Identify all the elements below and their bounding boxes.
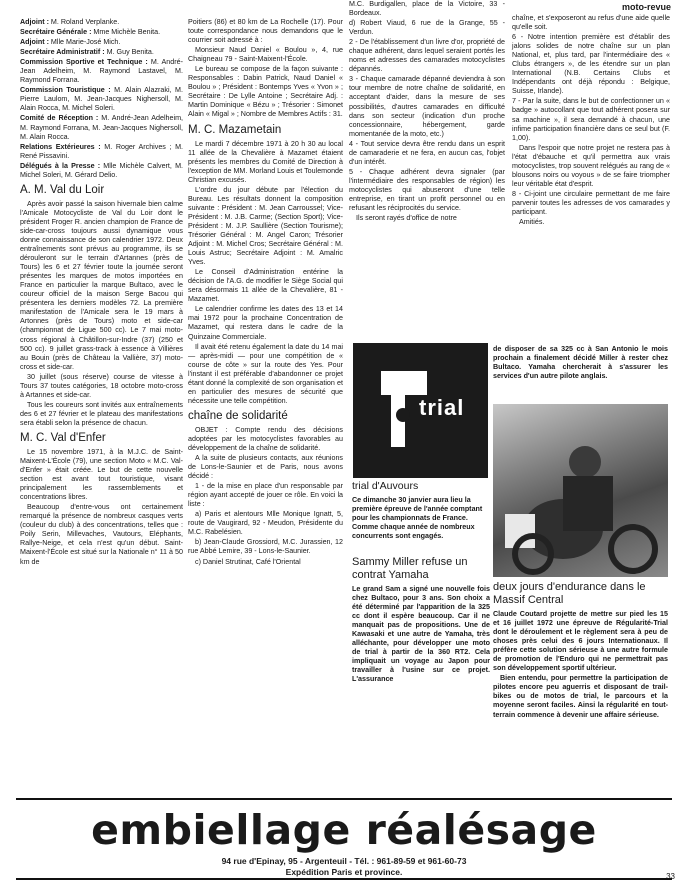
paragraph: 30 juillet (sous réserve) course de vitesse à Tours 37 toutes catégories, 18 octobre moto-cross à Artannes et side-car.: [20, 372, 183, 399]
officer-entry: [20, 86, 183, 113]
section-heading-val-d-enfer: M. C. Val d'Enfer: [20, 431, 106, 444]
officer-role: Secrétaire Administratif :: [20, 48, 105, 57]
paragraph: b) Jean-Claude Grossiord, M.C. Jurassien, 12 rue Abbé Lemire, 39 - Lons-le-Saunier.: [188, 538, 343, 556]
officer-entry: [20, 38, 183, 47]
motorcycle-rider-image: [493, 404, 668, 577]
paragraph: OBJET : Compte rendu des décisions adoptées par les motocyclistes favorables au développement de la chaîne de solidarité.: [188, 425, 343, 452]
paragraph: Poitiers (86) et 80 km de La Rochelle (17). Pour toute correspondance nous demandons que le courrier soit adressé à :: [188, 18, 343, 45]
paragraph: Il avait été retenu également la date du 14 mai — après-midi — pour une compétition de « course de côte » sur la route des Yes. Pour l'instant il est préférable d'abandonner ce projet étant donné la complexité de son organisation et en particulier des mesures de sécurité que nécessite une telle compétition.: [188, 342, 343, 405]
trial-logo: [353, 343, 488, 478]
section-heading-trial-auvours: trial d'Auvours: [352, 480, 419, 492]
officers-list: [20, 18, 183, 180]
paragraph: 2 - De l'établissement d'un livre d'or, propriété de chaque adhérent, dans lequel seraient portés les noms et adresses des camarades motocyclistes dépannés.: [349, 38, 505, 74]
running-title: moto-revue: [621, 2, 671, 12]
paragraph: 1 - de la mise en place d'un responsable par région ayant accepté de jouer ce rôle. En voici la liste :: [188, 482, 343, 509]
officer-names: M. André-Jean Adelheim, M. Raymond Forrana, M. Jean-Jacques Nighersoll, M. Alain Rocca.: [20, 114, 183, 141]
paragraph: Amitiés.: [519, 218, 545, 227]
paragraph: Dans l'espoir que notre projet ne restera pas à l'état d'ébauche et qu'il permettra aux vrais motocyclistes, trop souvent relégués au rang de « blousons noirs ou voyous » de se faire triompher leur véritable état d'esprit.: [512, 143, 670, 188]
column-4: [512, 14, 670, 228]
paragraph: M.C. Burdigallen, place de la Victoire, 33 - Bordeaux.: [349, 0, 505, 18]
section-heading-massif-central: deux jours d'endurance dans le Massif Central: [493, 581, 646, 606]
paragraph: 7 - Par la suite, dans le but de confectionner un « badge » autocollant que tout adhérent posera sur sa machine », il sera demandé à chacun, une infime participation financière dans ce seul but (F. 1,00).: [512, 97, 670, 142]
paragraph: Ils seront rayés d'office de notre: [356, 214, 457, 223]
column-1: [20, 18, 183, 568]
paragraph: d) Robert Viaud, 6 rue de la Grange, 55 - Verdun.: [349, 19, 505, 37]
officer-entry: [20, 143, 183, 161]
officer-role: Commission Sportive et Technique :: [20, 58, 148, 67]
paragraph: Le 15 novembre 1971, à la M.J.C. de Saint-Maixent-L'École (79), une section Moto « M.C. Val-d'Enfer » était créée. Le but de cette nouvelle section est avant tout touristique, visant principalement les rassemblements et concentrations libres.: [20, 447, 183, 502]
address: Monsieur Naud Daniel « Boulou », 4, rue Chaigneau 79 - Saint-Maixent-l'École.: [188, 46, 343, 64]
sammy-miller-article: [352, 552, 490, 686]
officer-entry: [20, 18, 183, 27]
paragraph: 4 - Tout service devra être rendu dans un esprit de camaraderie et ne fera, en aucun cas, l'objet d'un intérêt.: [349, 139, 505, 166]
paragraph: 8 - Ci-joint une circulaire permettant de me faire parvenir toutes les adresses de vos camarades y participant.: [512, 189, 670, 216]
officer-role: Relations Extérieures :: [20, 142, 101, 151]
sammy-miller-continued: [493, 345, 668, 382]
paragraph: Le calendrier confirme les dates des 13 et 14 mai 1972 pour la prochaine Concentration de Mazamet, qui restera dans le cadre de la Quinzaine Commerciale.: [188, 305, 343, 341]
officer-entry: [20, 114, 183, 141]
paragraph: Le bureau se compose de la façon suivante : Responsables : Dabin Patrick, Naud Daniel « Boulou » ; Président : Bontemps Yves « Yvon » ; Secrétaire : De Lylle Antoine ; Secrétaire Adj. : Martin Dominique « Bézu » ; Trésorier : Simonet Alain « Migal » ; Nombre de Membres Actifs : 31.: [188, 65, 343, 119]
officer-names: M. Alain Alazraki, M. Pierre Laulom, M. Jean-Jacques Nighersoll, M. Alain Rocca, M. Michel Soleri.: [20, 86, 183, 113]
ad-address: 94 rue d'Epinay, 95 - Argenteuil - Tél. : 961-89-59 et 961-60-73: [221, 856, 467, 866]
officer-names: Mme Michèle Benita.: [91, 28, 161, 37]
paragraph: chaîne, et s'exposeront au refus d'une aide quelle qu'elle soit.: [512, 14, 670, 32]
officer-names: Mlle Michèle Calvert, M. Michel Soleri, M. Gérard Delio.: [20, 161, 183, 179]
paragraph: a) Paris et alentours Mlle Monique Ignatt, 5, route de Vaugirard, 92 - Meudon, Présidente du M.C. Rabelésien.: [188, 510, 343, 537]
officer-names: Mlle Marie-José Mich.: [48, 38, 121, 47]
paragraph: L'ordre du jour débute par l'élection du Bureau. Les résultats donnent la composition suivante : Président : M. Jean Carroussel; Vice-Président : M. J.B. Carme; (Section Sport); Vice-Président : M. J.P. Saullière (Section Tourisme); Trésorier Général : M. Angel Caron; Trésorier Adjoint : M. Michel Cros; Secrétaire Général : M. Louis Astruc; Secrétaire Adjoint : M. Amalric Yves.: [188, 185, 343, 267]
ad-shipping: Expédition Paris et province.: [285, 867, 403, 877]
ad-title: embiellage réalésage: [91, 806, 597, 854]
paragraph: A la suite de plusieurs contacts, aux réunions de Lons-le-Saunier et de Paris, nous avons décidé :: [188, 454, 343, 481]
officer-names: M. Guy Benita.: [104, 48, 154, 57]
paragraph: Tous les coureurs sont invités aux entraînements des 6 et 27 février et le plateau des manifestations sera établi selon la présence de chacun.: [20, 400, 183, 427]
rider-photo: [493, 404, 668, 577]
trial-auvours-article: [352, 480, 490, 542]
officer-role: Adjoint :: [20, 38, 49, 47]
officer-role: Adjoint :: [20, 18, 49, 26]
section-heading-val-du-loir: A. M. Val du Loir: [20, 183, 105, 196]
officer-names: M. Roland Verplanke.: [48, 18, 120, 26]
officer-entry: [20, 48, 183, 57]
section-heading-mazametain: M. C. Mazametain: [188, 123, 282, 136]
officer-role: Délégués à la Presse :: [20, 161, 101, 170]
officer-entry: [20, 58, 183, 85]
officer-names: M. Roger Archives ; M. René Pissavini.: [20, 142, 184, 160]
section-heading-solidarite: chaîne de solidarité: [188, 409, 288, 422]
paragraph: 6 - Notre intention première est d'établir des jalons solides de notre chaîne sur un plan National, et, plus tard, par l'intermédiaire des « Clubs étrangers », de les étendre sur un plan International (N.B. Certains Clubs et Indépendants ont déjà répondu : Belgique, Suisse, Irlande).: [512, 33, 670, 96]
massif-central-article: [493, 577, 668, 721]
officer-role: Commission Touristique :: [20, 86, 111, 95]
paragraph: Ce dimanche 30 janvier aura lieu la première épreuve de l'année comptant pour les championnats de France. Comme chaque année de nombreux concurrents sont engagés.: [352, 496, 483, 541]
column-3: [349, 0, 505, 224]
officer-role: Comité de Réception :: [20, 114, 99, 123]
paragraph: Après avoir passé la saison hivernale bien calme l'Amicale Motocycliste de Val du Loir dont le président Froger R. ancien champion de France de side-car-cross toujours aussi dynamique vous donne connaissance de son calendrier 1972. Deux entraînements sont prévus au programme, ils se dérouleront sur le terrain d'Artannes (près de Tours) les 6 et 27 février toute la journée seront présentes les marques de motos importées en France en particulier la marque Bultaco, avec le coureur officiel de la maison Serge Bacou qui présentera les derniers modèles 72. La première manifestation de l'Amicale sera le 19 mars à Artonnes (près de Tours) moto et side-car (championnat de Ligue 500 cc). Le 7 mai moto-cross régional à Châtillon-sur-Indre (37) (250 et 500 cc). 9 juillet grass-track à essence à Villières au Bouin (près de Château la Vallière, 37) moto-cross et side-car.: [20, 199, 183, 371]
officer-entry: [20, 162, 183, 180]
advertisement: [16, 798, 672, 880]
officer-entry: [20, 28, 183, 37]
paragraph: Le Conseil d'Administration entérine la décision de l'A.G. de modifier le Siège Social qui sera désormais 11 allée de la Chevalière, 81 - Mazamet.: [188, 268, 343, 304]
paragraph: Le grand Sam a signé une nouvelle fois chez Bultaco, pour 3 ans. Son choix a été déterminé par l'apparition de la 325 cc dont il espère beaucoup. Car il ne manquait pas de propositions. Une de Kawasaki et une autre de Yamaha, très alléchante, pour développer une moto de trial à partir de la 360 RT2. Cela impliquait un voyage au Japon pour travailler à l'usine sur ce projet. L'assurance: [352, 585, 490, 684]
section-heading-sammy-miller: Sammy Miller refuse un contrat Yamaha: [352, 556, 468, 581]
paragraph: 5 - Chaque adhérent devra signaler (par l'intermédiaire des responsables de région) les motocyclistes qui abuseront d'une telle entreprise, en tirant un profit personnel ou en refusant les réciprocités du service.: [349, 167, 505, 213]
paragraph: de disposer de sa 325 cc à San Antonio le mois prochain a finalement décidé Miller à rester chez Bultaco. Yamaha chercherait à s'assurer les services d'un autre pilote anglais.: [493, 345, 668, 381]
officer-role: Secrétaire Générale :: [20, 28, 92, 37]
officer-names: M. André-Jean Adelheim, M. Raymond Lastavel, M. Raymond Forrana.: [20, 58, 183, 85]
paragraph: Beaucoup d'entre-vous ont certainement remarqué la présence de nombreux casques verts (couleur du club) à des concentrations, telles que : Poily Serin, Millevaches, Vautours, Eléphants, Rallye-Neige, et cela n'est qu'un début. Saint-Maixent-l'École est situé sur la Nationale n° 11 à 50 km de: [20, 503, 183, 566]
trial-logo-text: trial: [419, 395, 465, 420]
page-number: 33: [666, 872, 675, 881]
paragraph: 3 - Chaque camarade dépanné deviendra à son tour membre de notre chaîne de solidarité, en acceptant d'aider, dans la mesure de ses possibilités, d'autres camarades en difficulté dans son secteur (indication d'un proche concessionnaire, hébergement, garde momentanée de la moto, etc.): [349, 75, 505, 138]
column-2: [188, 18, 343, 568]
paragraph: c) Daniel Strutinat, Café l'Oriental: [195, 557, 301, 566]
paragraph: Le mardi 7 décembre 1971 à 20 h 30 au local 11 allée de la Chevalière à Mazamet étaient présents les membres du Comité de Direction à l'exception de MM. Morland Louis et Toulemonde Christian excusés.: [188, 139, 343, 184]
paragraph: Bien entendu, pour permettre la participation de pilotes encore peu aguerris et disposant de trail-bikes ou de motos de trial, le parcours et la moyenne seront faciles. Ainsi la régularité en tout-terrain commence à devenir une affaire sérieuse.: [493, 674, 668, 719]
paragraph: Claude Coutard projette de mettre sur pied les 15 et 16 juillet 1972 une épreuve de Régularité-Trial dont le déroulement et le règlement sera à peu de choses près celui des 6 jours Internationaux. Il préfère cette solution sérieuse à une autre formule de promotion de l'Enduro qui ne permettrait pas son développement sportif ultérieur.: [493, 610, 668, 673]
